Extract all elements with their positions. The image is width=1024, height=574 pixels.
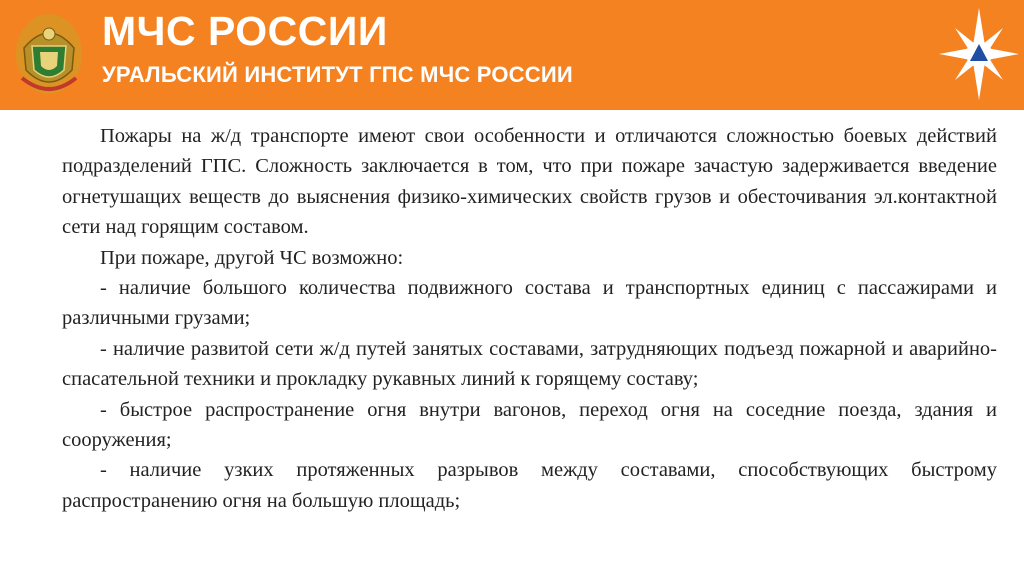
emercom-star-icon — [936, 4, 1022, 104]
paragraph-intro: Пожары на ж/д транспорте имеют свои особенности и отличаются сложностью боевых действий подразделений ГПС. Сложность заключается в том, что при пожаре зачастую задерживается введение огнетушащих веществ до выяснения физико-химических свойств грузов и обесточивания эл.контактной сети над горящим составом. — [62, 125, 997, 239]
header-bar — [0, 0, 1024, 110]
header-title: МЧС РОССИИ — [102, 8, 388, 54]
list-item: - наличие развитой сети ж/д путей занятых составами, затрудняющих подъезд пожарной и аварийно-спасательной техники и прокладку рукавных линий к горящему составу; — [62, 337, 997, 391]
coat-of-arms-icon — [14, 8, 84, 98]
list-item: - наличие узких протяженных разрывов между составами, способствующих быстрому распространению огня на большую площадь; — [62, 459, 997, 512]
list-item: - быстрое распространение огня внутри вагонов, переход огня на соседние поезда, здания и сооружения; — [62, 398, 997, 452]
header-subtitle: УРАЛЬСКИЙ ИНСТИТУТ ГПС МЧС РОССИИ — [102, 62, 573, 87]
list-item: - наличие большого количества подвижного состава и транспортных единиц с пассажирами и различными грузами; — [62, 277, 997, 330]
paragraph-possible: При пожаре, другой ЧС возможно: — [100, 246, 404, 269]
body-text — [62, 121, 997, 516]
